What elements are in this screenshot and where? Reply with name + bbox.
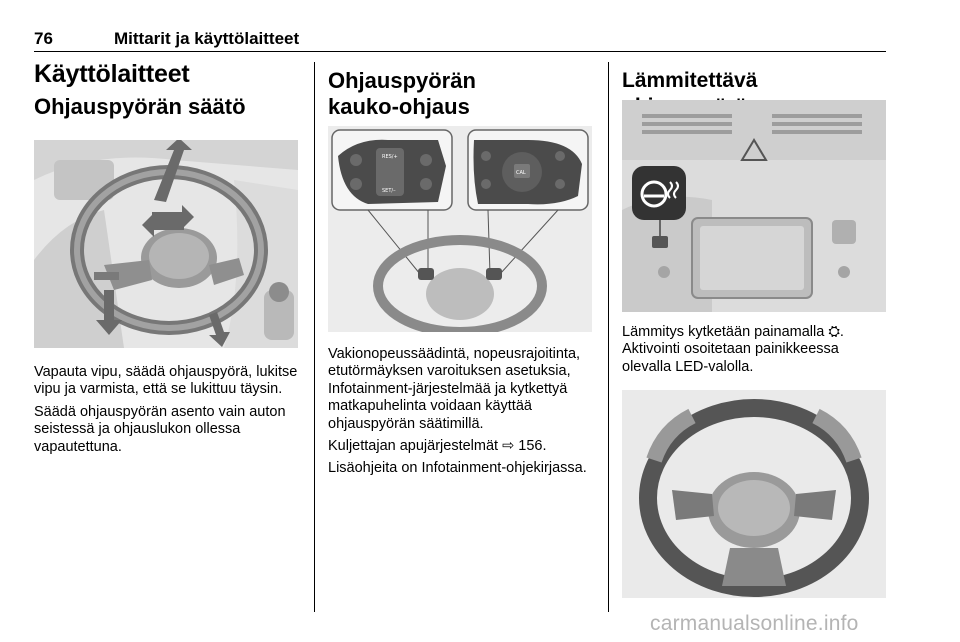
subsection-title-line: kauko-ohjaus — [328, 94, 470, 119]
heated-steering-wheel-figure — [622, 390, 886, 598]
subsection-title-remote-control — [328, 68, 598, 120]
heated-steering-button-figure — [622, 100, 886, 312]
subsection-title-line: Ohjauspyörän — [328, 68, 476, 93]
remote-control-illustration — [328, 126, 592, 332]
steering-adjust-figure — [34, 140, 298, 348]
remote-control-text — [328, 346, 598, 483]
steering-wheel-illustration — [622, 390, 886, 598]
paragraph: Säädä ohjauspyörän asento vain auton seistessä ja ohjauslukon ollessa vapautettuna. — [34, 403, 286, 455]
subsection-title-heated-steering: Lämmitettävä — [622, 69, 758, 92]
column-1 — [34, 60, 302, 120]
res-label: RES/+ — [382, 154, 398, 160]
steering-adjust-illustration — [34, 140, 298, 348]
cal-label: CAL — [516, 170, 526, 176]
subsection-title-steering-adjust: Ohjauspyörän säätö — [34, 94, 246, 119]
paragraph: Vapauta vipu, säädä ohjauspyörä, lukitse vipu ja varmista, että se lukittuu täysin. — [34, 364, 298, 398]
dashboard-illustration — [622, 100, 886, 312]
paragraph: Vakionopeussäädintä, nopeusrajoitinta, etutörmäyksen varoituksen asetuksia, Infotainment-järjestelmää ja kytkettyä matkapuhelinta voidaan käyttää ohjauspyörän säätimillä. — [328, 346, 581, 432]
page-header — [34, 28, 886, 52]
set-label: SET/– — [382, 188, 396, 194]
remote-control-figure — [328, 126, 592, 332]
page-number: 76 — [34, 29, 53, 48]
column-2 — [328, 60, 598, 120]
heated-steering-text — [622, 324, 886, 381]
paragraph: Lisäohjeita on Infotainment-ohjekirjassa. — [328, 460, 587, 477]
watermark: carmanualsonline.info — [650, 612, 859, 635]
paragraph: Lämmitys kytketään painamalla ⛭. Aktivointi osoitetaan painikkeessa olevalla LED-valolla. — [622, 324, 844, 375]
steering-adjust-text — [34, 364, 302, 461]
column-divider-2 — [608, 62, 609, 612]
paragraph-cross-reference: Kuljettajan apujärjestelmät ⇨ 156. — [328, 438, 547, 455]
column-divider-1 — [314, 62, 315, 612]
section-title: Käyttölaitteet — [34, 60, 190, 88]
running-title: Mittarit ja käyttölaitteet — [114, 29, 300, 48]
